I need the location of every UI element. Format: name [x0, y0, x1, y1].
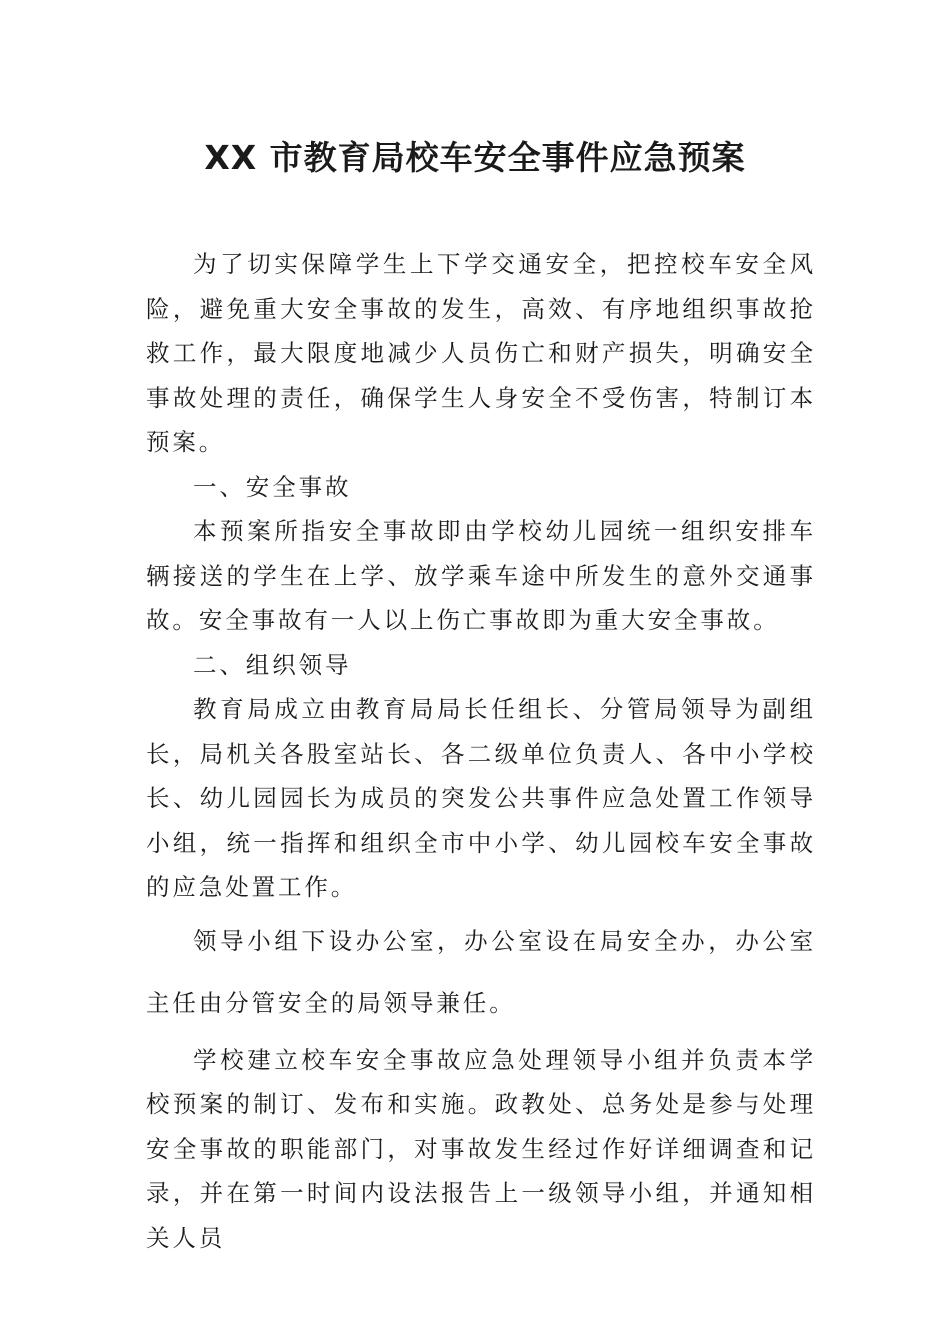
paragraph-office: 领导小组下设办公室，办公室设在局安全办，办公室主任由分管安全的局领导兼任。 [146, 926, 816, 1017]
paragraph-accident-definition: 本预案所指安全事故即由学校幼儿园统一组织安排车辆接送的学生在上学、放学乘车途中所发生的意外交通事故。安全事故有一人以上伤亡事故即为重大安全事故。 [146, 517, 816, 634]
section-heading-accident: 一、安全事故 [193, 472, 352, 501]
section-heading-leadership: 二、组织领导 [193, 650, 352, 679]
paragraph-intro: 为了切实保障学生上下学交通安全，把控校车安全风险，避免重大安全事故的发生，高效、有序地组织事故抢救工作，最大限度地减少人员伤亡和财产损失，明确安全事故处理的责任，确保学生人身安全不受伤害，特制订本预案。 [146, 250, 816, 456]
paragraph-leadership-group: 教育局成立由教育局局长任组长、分管局领导为副组长，局机关各股室站长、各二级单位负责人、各中小学校长、幼儿园园长为成员的突发公共事件应急处置工作领导小组，统一指挥和组织全市中小学、幼儿园校车安全事故的应急处置工作。 [146, 695, 816, 901]
paragraph-school-group: 学校建立校车安全事故应急处理领导小组并负责本学校预案的制订、发布和实施。政教处、总务处是参与处理安全事故的职能部门，对事故发生经过作好详细调查和记录，并在第一时间内设法报告上一级领导小组，并通知相关人员 [146, 1045, 816, 1252]
document-title: XX 市教育局校车安全事件应急预案 [204, 138, 746, 177]
document-body [146, 242, 816, 1260]
